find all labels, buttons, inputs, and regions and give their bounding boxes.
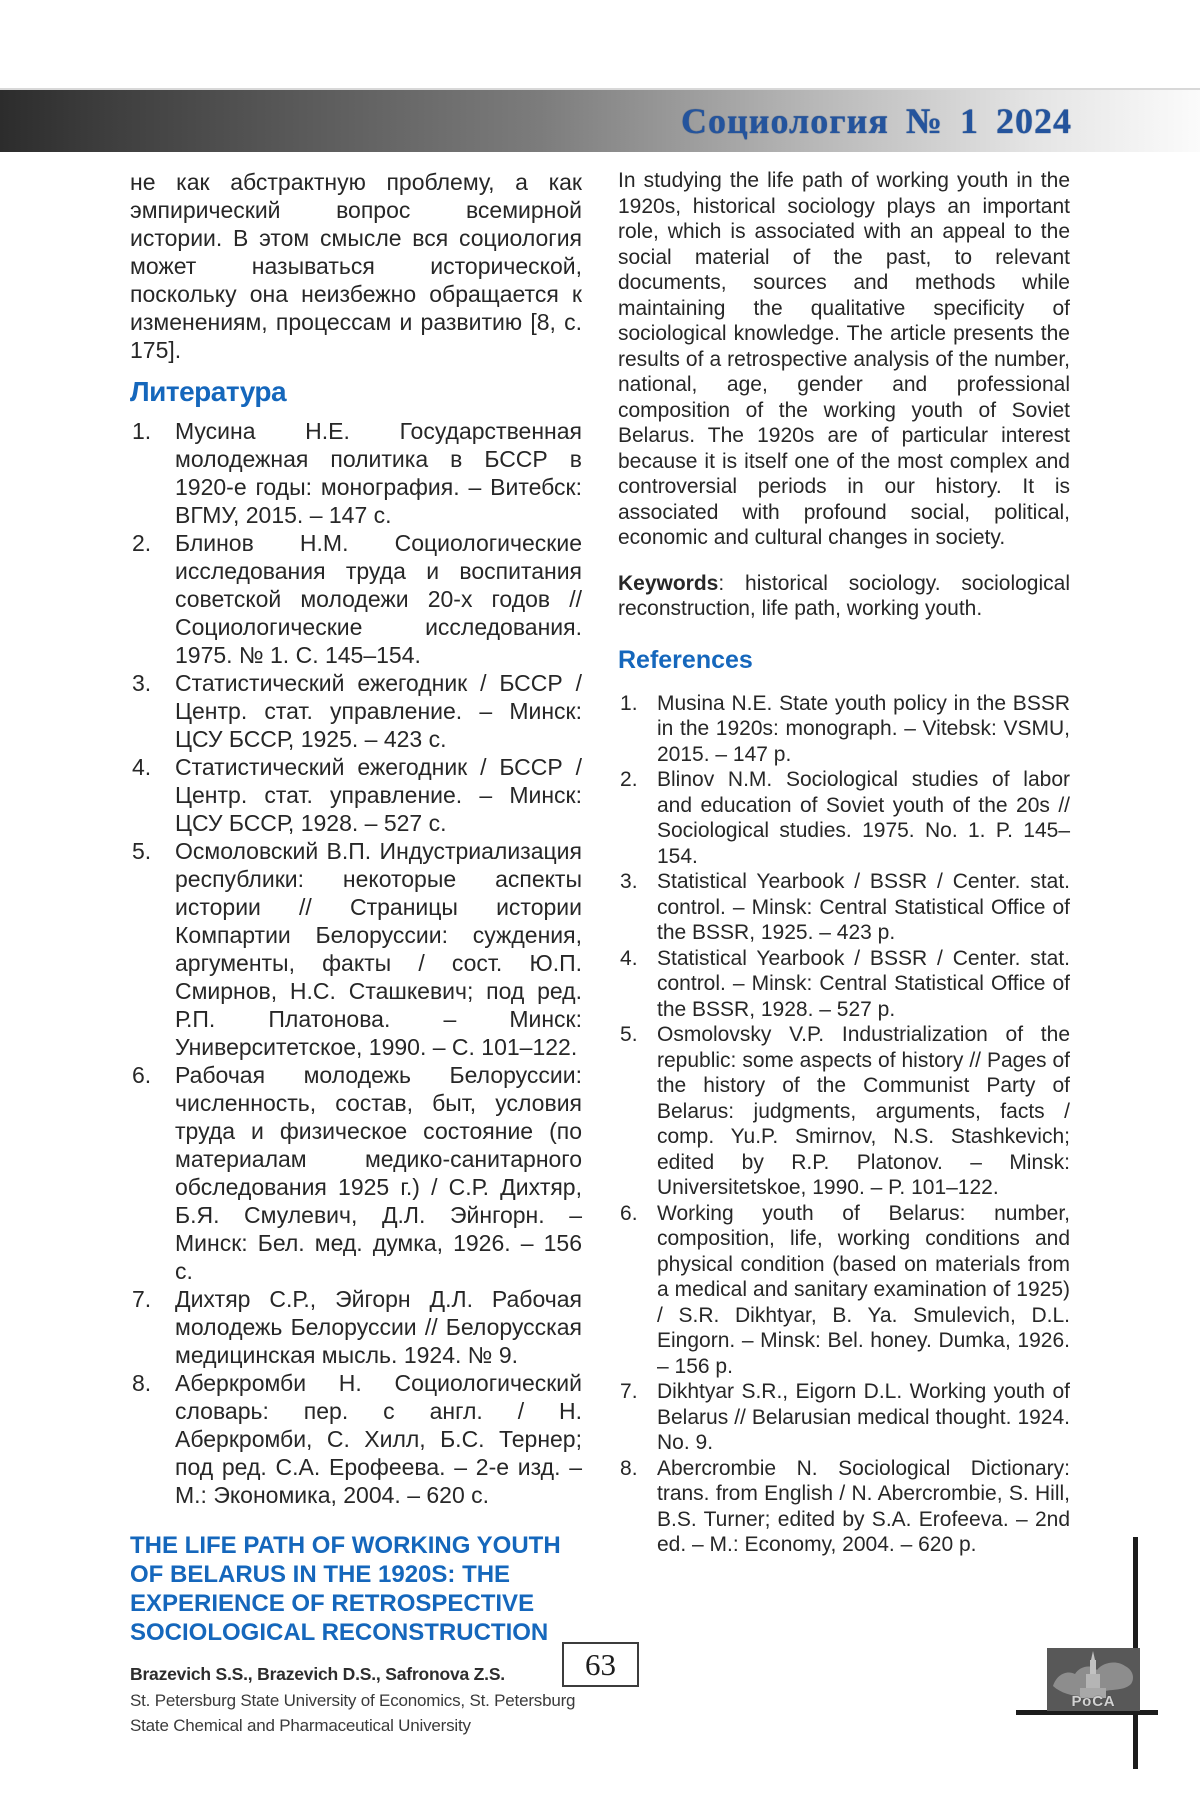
page-number: 63 bbox=[585, 1646, 616, 1682]
literature-item: Мусина Н.Е. Государственная молодежная политика в БССР в 1920-е годы: монография. – Витебск: ВГМУ, 2015. – 147 с. bbox=[175, 418, 582, 528]
reference-item: Statistical Yearbook / BSSR / Center. stat. control. – Minsk: Central Statistical Office of the BSSR, 1925. – 423 p. bbox=[657, 870, 1070, 944]
literature-heading: Литература bbox=[130, 376, 287, 407]
reference-item: Musina N.E. State youth policy in the BSSR in the 1920s: monograph. – Vitebsk: VSMU, 2015. – 147 p. bbox=[657, 691, 1070, 766]
intro-paragraph: не как абстрактную проблему, а как эмпирический вопрос всемирной истории. В этом смысле вся социология может называться исторической, поскольку она неизбежно обращается к изменениям, процессам и развитию [8, с. 175]. bbox=[130, 169, 582, 363]
literature-item: Осмоловский В.П. Индустриализация республики: некоторые аспекты истории // Страницы истории Компартии Белоруссии: суждения, аргументы, факты / сост. Ю.П. Смирнов, Н.С. Сташкевич; под ред. Р.П. Платонова. – Минск: Университетское, 1990. – С. 101–122. bbox=[175, 838, 582, 1060]
reference-item: Abercrombie N. Sociological Dictionary: trans. from English / N. Abercrombie, S. Hill, B.S. Turner; edited by S.A. Erofeeva. – 2nd ed. – M.: Economy, 2004. – 620 p. bbox=[657, 1456, 1070, 1556]
rosa-logo bbox=[1047, 1648, 1140, 1711]
reference-item: Dikhtyar S.R., Eigorn D.L. Working youth of Belarus // Belarusian medical thought. 1924. No. 9. bbox=[657, 1380, 1070, 1454]
right-column bbox=[618, 168, 1070, 1558]
literature-item: Дихтяр С.Р., Эйгорн Д.Л. Рабочая молодежь Белоруссии // Белорусская медицинская мысль. 1924. № 9. bbox=[175, 1286, 582, 1368]
reference-item: Blinov N.M. Sociological studies of labor and education of Soviet youth of the 20s // Sociological studies. 1975. No. 1. P. 145–154. bbox=[657, 768, 1070, 868]
keywords-text: : historical sociology. sociological reconstruction, life path, working youth. bbox=[618, 571, 1070, 620]
literature-item: Статистический ежегодник / БССР / Центр. стат. управление. – Минск: ЦСУ БССР, 1925. – 423 с. bbox=[175, 670, 582, 752]
header-bar bbox=[0, 88, 1200, 152]
keywords-paragraph bbox=[618, 571, 1070, 622]
abstract-paragraph: In studying the life path of working youth in the 1920s, historical sociology plays an important role, which is associated with an appeal to the social material of the past, to relevant documents, sources and methods while maintaining the qualitative specificity of sociological knowledge. The article presents the results of a retrospective analysis of the number, national, age, gender and professional composition of the working youth of Soviet Belarus. The 1920s are of particular interest because it is itself one of the most complex and controversial periods in our history. It is associated with profound social, political, economic and cultural changes in society. bbox=[618, 169, 1070, 549]
reference-item: Statistical Yearbook / BSSR / Center. stat. control. – Minsk: Central Statistical Office of the BSSR, 1928. – 527 p. bbox=[657, 946, 1070, 1021]
journal-title: Социология № 1 2024 bbox=[681, 101, 1072, 141]
left-column bbox=[130, 168, 582, 1738]
rosa-logo-text: РоСА bbox=[1071, 1693, 1116, 1710]
page-number-box bbox=[562, 1642, 639, 1687]
affiliation-line: St. Petersburg State University of Economics, St. Petersburg State Chemical and Pharmaceutical University bbox=[130, 1691, 576, 1735]
literature-item: Блинов Н.М. Социологические исследования труда и воспитания советской молодежи 20-х годов // Социологические исследования. 1975. № 1. С. 145–154. bbox=[175, 530, 582, 668]
literature-item: Рабочая молодежь Белоруссии: численность, состав, быт, условия труда и физическое состояние (по материалам медико-санитарного обследования 1925 г.) / С.Р. Дихтяр, Б.Я. Смулевич, Д.Л. Эйнгорн. – Минск: Бел. мед. думка, 1926. – 156 с. bbox=[175, 1062, 582, 1284]
literature-item: Аберкромби Н. Социологический словарь: пер. с англ. / Н. Аберкромби, С. Хилл, Б.С. Тернер; под ред. С.А. Ерофеева. – 2-е изд. – М.: Экономика, 2004. – 620 с. bbox=[175, 1370, 582, 1508]
reference-item: Working youth of Belarus: number, composition, life, working conditions and physical condition (based on materials from a medical and sanitary examination of 1925) / S.R. Dikhtyar, B. Ya. Smulevich, D.L. Eingorn. – Minsk: Bel. honey. Dumka, 1926. – 156 p. bbox=[657, 1201, 1070, 1378]
references-list bbox=[618, 691, 1070, 1558]
literature-item: Статистический ежегодник / БССР / Центр. стат. управление. – Минск: ЦСУ БССР, 1928. – 527 с. bbox=[175, 754, 582, 836]
article-title-english: THE LIFE PATH OF WORKING YOUTH OF BELARUS IN THE 1920S: THE EXPERIENCE OF RETROSPECTIVE SOCIOLOGICAL RECONSTRUCTION bbox=[130, 1532, 561, 1646]
references-heading: References bbox=[618, 645, 753, 674]
reference-item: Osmolovsky V.P. Industrialization of the republic: some aspects of history // Pages of the history of the Communist Party of Belarus: judgments, arguments, facts / comp. Yu.P. Smirnov, N.S. Stashkevich; edited by R.P. Platonov. – Minsk: Universitetskoe, 1990. – P. 101–122. bbox=[657, 1023, 1070, 1199]
literature-list bbox=[130, 417, 582, 1509]
authors-line: Brazevich S.S., Brazevich D.S., Safronova Z.S. bbox=[130, 1664, 505, 1684]
keywords-label: Keywords bbox=[618, 571, 719, 595]
